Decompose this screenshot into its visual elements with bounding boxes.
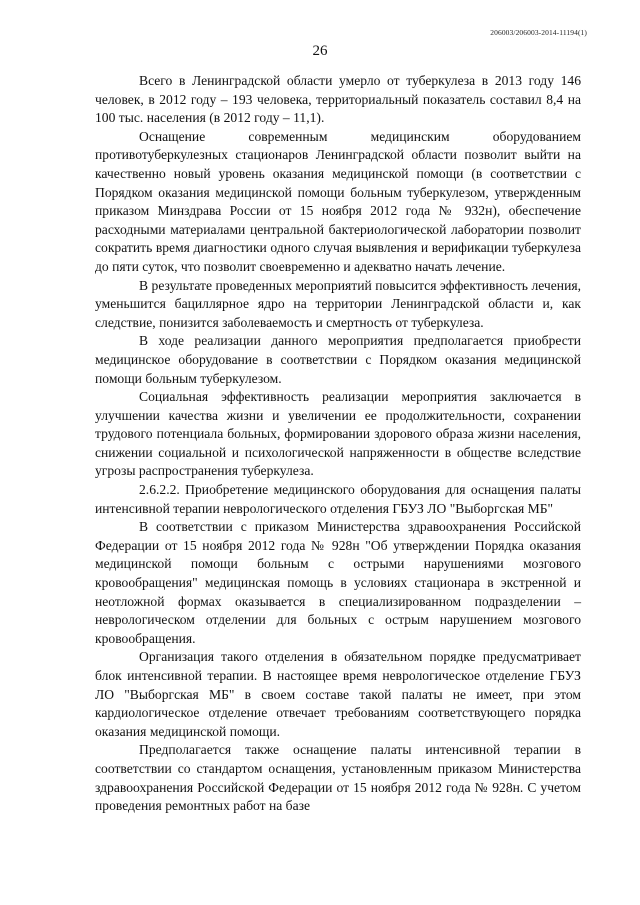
paragraph-equipment-tb: Оснащение современным медицинским оборудованием противотуберкулезных стационаров Ленинградской области позволит выйти на качественно новый уровень оказания медицинской помощи (в соответствии с Порядком оказания медицинской помощи больным туберкулезом, утвержденным приказом Минздрава России от 15 ноября 2012 года № 932н), обеспечение расходными материалами центральной бактериологической лаборатории позволит сократить время диагностики одного случая выявления и верификации туберкулеза до пяти суток, что позволит своевременно и адекватно начать лечение. [95,128,581,274]
paragraph-tb-deaths: Всего в Ленинградской области умерло от туберкулеза в 2013 году 146 человек, в 2012 году – 193 человека, территориальный показатель составил 8,4 на 100 тыс. населения (в 2012 году – 11,1). [95,73,581,126]
paragraph-social-effect: Социальная эффективность реализации мероприятия заключается в улучшении качества жизни и увеличении ее продолжительности, сохранении трудового потенциала больных, формировании здорового образа жизни населения, снижении социальной и психологической напряженности в обществе вследствие угрозы распространения туберкулеза. [95,389,581,479]
paragraph-organization: Организация такого отделения в обязательном порядке предусматривает блок интенсивной терапии. В настоящее время неврологическое отделение ГБУЗ ЛО "Выборгская МБ" в своем составе такой палаты не имеет, при этом кардиологическое отделение отвечает требованиям соответствующего порядка оказания медицинской помощи. [95,649,581,739]
document-id: 206003/206003-2014-11194(1) [490,28,587,37]
paragraph-icu-equipment: Предполагается также оснащение палаты интенсивной терапии в соответствии со стандартом оснащения, установленным приказом Министерства здравоохранения Российской Федерации от 15 ноября 2012 года № 928н. С учетом проведения ремонтных работ на базе [95,742,581,814]
page-number: 26 [312,43,328,59]
paragraph-purchase: В ходе реализации данного мероприятия предполагается приобрести медицинское оборудование в соответствии с Порядком оказания медицинской помощи больным туберкулезом. [95,333,581,386]
section-heading-2-6-2-2: 2.6.2.2. Приобретение медицинского оборудования для оснащения палаты интенсивной терапии неврологического отделения ГБУЗ ЛО "Выборгская МБ" [95,482,581,516]
paragraph-results: В результате проведенных мероприятий повысится эффективность лечения, уменьшится бациллярное ядро на территории Ленинградской области и, как следствие, понизится заболеваемость и смертность от туберкулеза. [95,277,581,330]
paragraph-order-928n: В соответствии с приказом Министерства здравоохранения Российской Федерации от 15 ноября 2012 года № 928н "Об утверждении Порядка оказания медицинской помощи больным с острыми нарушениями мозгового кровообращения" медицинская помощь в условиях стационара в экстренной и неотложной формах оказывается в специализированном подразделении – неврологическом отделении для больных с острым нарушением мозгового кровообращения. [95,519,581,646]
document-body [95,72,581,816]
